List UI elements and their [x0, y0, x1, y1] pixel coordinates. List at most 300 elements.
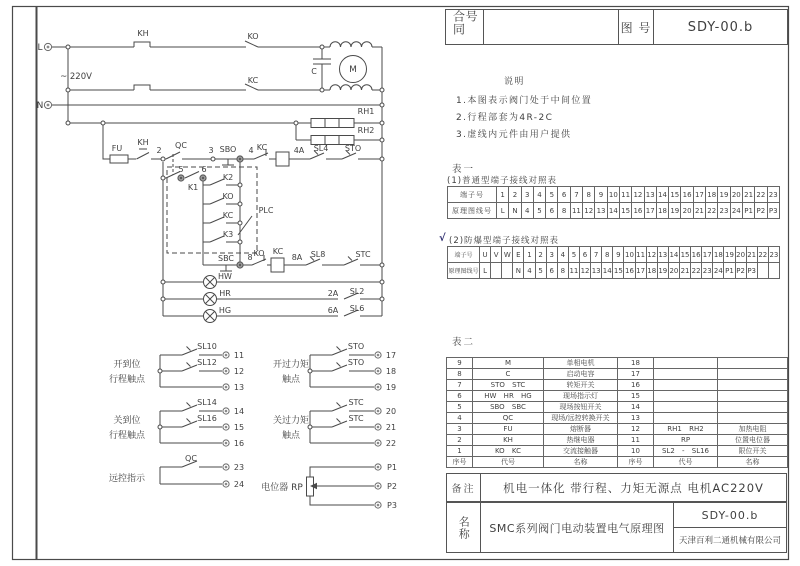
qc-switch-label: QC — [175, 141, 187, 150]
table-cell: 10 — [618, 446, 654, 457]
terminal-8 — [237, 262, 243, 268]
table-cell: 1 — [497, 187, 509, 203]
table-cell: 热继电器 — [544, 435, 618, 446]
table-cell: 12 — [618, 424, 654, 435]
table-cell: 3 — [546, 247, 557, 263]
sl10-label: SL10 — [197, 342, 217, 351]
table-cell: 端子号 — [448, 247, 480, 263]
table-cell: 名称 — [544, 457, 618, 468]
table-cell: KO KC — [473, 446, 544, 457]
table-cell — [718, 402, 788, 413]
table-cell: 4 — [557, 247, 568, 263]
sl16-label: SL16 — [197, 414, 217, 423]
table-cell: 14 — [656, 187, 668, 203]
table-cell: HW HR HG — [473, 391, 544, 402]
table-cell: 11 — [635, 247, 646, 263]
table-cell: 22 — [757, 247, 768, 263]
terminal-n — [44, 101, 51, 108]
remark-block — [446, 473, 787, 502]
table-row — [447, 380, 788, 391]
table-cell: 3 — [447, 424, 473, 435]
table-cell: 12 — [632, 187, 644, 203]
table-cell: 15 — [669, 187, 681, 203]
table-cell: 21 — [679, 263, 690, 279]
table2-title: 表二 — [452, 337, 476, 348]
table-cell — [718, 358, 788, 369]
table-row — [448, 247, 780, 263]
table-cell: L — [480, 263, 491, 279]
name-label-text: 名称 — [457, 515, 471, 540]
table-cell: 位置电位器 — [718, 435, 788, 446]
table-cell: 12 — [646, 247, 657, 263]
terminal-18-label: 18 — [385, 367, 397, 376]
table-cell: 18 — [656, 203, 668, 219]
ko-interlock-label: KO — [253, 249, 265, 258]
table-cell: 13 — [618, 413, 654, 424]
table-cell: E — [513, 247, 524, 263]
table-cell: 加热电阻 — [718, 424, 788, 435]
terminal-23-label: 23 — [233, 463, 245, 472]
ko-power-contact-label: KO — [247, 32, 259, 41]
table-cell: 7 — [570, 187, 582, 203]
table-cell: 5 — [533, 203, 545, 219]
terminal-l — [44, 43, 51, 50]
table-cell: 2 — [509, 187, 521, 203]
table-cell: 23 — [718, 203, 730, 219]
sl6-label: SL6 — [349, 304, 365, 313]
open-travel-label-1: 开到位 — [113, 360, 141, 370]
terminal-22-label: 22 — [385, 439, 397, 448]
table-cell: 18 — [618, 358, 654, 369]
table-cell: 序号 — [618, 457, 654, 468]
wire-2-label: 2 — [156, 146, 162, 155]
table-cell: 代号 — [654, 457, 718, 468]
table-cell: 17 — [644, 203, 656, 219]
sl8-label: SL8 — [310, 250, 326, 259]
table-cell: 1 — [447, 446, 473, 457]
table-cell: 11 — [568, 263, 579, 279]
table-cell: 1 — [524, 247, 535, 263]
table-cell: M — [473, 358, 544, 369]
table-cell: SL2 - SL16 — [654, 446, 718, 457]
table-cell: 16 — [624, 263, 635, 279]
lamp-hg — [204, 310, 217, 323]
terminal-21-label: 21 — [385, 423, 397, 432]
terminal-5 — [178, 175, 184, 181]
table-cell: 11 — [618, 435, 654, 446]
indicator-lamps — [204, 276, 217, 323]
table-cell: 原理图线号 — [448, 263, 480, 279]
table-cell — [654, 391, 718, 402]
sl14-label: SL14 — [197, 398, 217, 407]
wire-5-label: 5 — [178, 165, 184, 174]
table-cell — [502, 263, 513, 279]
table-cell: 16 — [691, 247, 702, 263]
table-cell: 8 — [602, 247, 613, 263]
sbo-button-label: SBO — [219, 145, 237, 154]
close-torque-label-1: 关过力矩 — [272, 416, 310, 426]
plc-label: PLC — [258, 206, 274, 215]
table-cell: 17 — [702, 247, 713, 263]
table-cell: 17 — [635, 263, 646, 279]
table-cell: 18 — [706, 187, 718, 203]
terminal-17-label: 17 — [385, 351, 397, 360]
table-cell: 16 — [681, 187, 693, 203]
terminal-4 — [237, 156, 243, 162]
table-cell: 4 — [447, 413, 473, 424]
table-cell: 20 — [735, 247, 746, 263]
supply-voltage-label: ~ 220V — [60, 72, 92, 82]
note-item: 1.本图表示阀门处于中间位置 — [456, 96, 593, 106]
motor-label: M — [349, 65, 357, 75]
lamp-hr — [204, 293, 217, 306]
table-cell: C — [473, 369, 544, 380]
table-cell: 16 — [632, 203, 644, 219]
terminal-p3-label: P3 — [387, 501, 397, 510]
table-cell: 2 — [535, 247, 546, 263]
table-cell — [654, 369, 718, 380]
terminal-13-label: 13 — [233, 383, 245, 392]
wire-8-label: 8 — [247, 253, 253, 262]
table-cell: 8 — [557, 263, 568, 279]
table-row — [447, 435, 788, 446]
remote-indicate-label: 远控指示 — [108, 474, 146, 484]
table-cell: 13 — [591, 263, 602, 279]
kh-power1-label: KH — [137, 29, 149, 38]
table-cell: 转矩开关 — [544, 380, 618, 391]
table-cell: 5 — [447, 402, 473, 413]
k2-contact-label: K2 — [222, 173, 234, 182]
table-cell: 10 — [624, 247, 635, 263]
table-cell: 代号 — [473, 457, 544, 468]
table-cell: 21 — [746, 247, 757, 263]
table-cell: 14 — [618, 402, 654, 413]
table-row — [448, 263, 780, 279]
wires — [52, 41, 382, 505]
table-cell: 交流接触器 — [544, 446, 618, 457]
notes — [456, 74, 756, 144]
table-cell: W — [502, 247, 513, 263]
sl4-label: SL4 — [313, 144, 329, 153]
table-cell: 18 — [713, 247, 724, 263]
remark-value: 机电一体化 带行程、力矩无源点 电机AC220V — [503, 480, 764, 495]
table-cell: U — [480, 247, 491, 263]
table-cell: 序号 — [447, 457, 473, 468]
table-cell: 11 — [619, 187, 631, 203]
kh-control-label: KH — [137, 138, 149, 147]
note-item: 2.行程部套为4R-2C — [456, 113, 554, 123]
fu-label: FU — [111, 144, 123, 153]
table-cell: 14 — [607, 203, 619, 219]
capacitor-label: C — [311, 67, 317, 76]
table-cell — [491, 263, 502, 279]
open-torque-label-2: 触点 — [281, 375, 301, 385]
note-item: 3.虚线内元件由用户提供 — [456, 130, 572, 140]
remark-label: 备注 — [447, 474, 481, 501]
table-row — [448, 187, 780, 203]
table-cell: 原理图线号 — [448, 203, 497, 219]
table-cell: 6 — [558, 187, 570, 203]
table-cell: 9 — [613, 247, 624, 263]
table-cell: P1 — [742, 203, 754, 219]
kc-plc-contact-label: KC — [222, 211, 234, 220]
table-cell — [768, 263, 779, 279]
sl2-label: SL2 — [349, 287, 365, 296]
schematic-labels — [37, 29, 397, 510]
close-torque-label-2: 触点 — [281, 431, 301, 441]
table-cell: 12 — [579, 263, 590, 279]
table-cell — [654, 358, 718, 369]
table-cell: 13 — [644, 187, 656, 203]
table-cell: 名称 — [718, 457, 788, 468]
table-cell: N — [513, 263, 524, 279]
table-cell: 8 — [447, 369, 473, 380]
hw-lamp-label: HW — [218, 272, 232, 281]
table-cell: N — [509, 203, 521, 219]
table-cell: 11 — [570, 203, 582, 219]
table-cell: 6 — [546, 263, 557, 279]
table-cell: 9 — [447, 358, 473, 369]
table-cell: 8 — [558, 203, 570, 219]
k1-contact-label: K1 — [187, 183, 199, 192]
table-cell: 22 — [755, 187, 767, 203]
wire-8a-label: 8A — [291, 253, 303, 262]
table1-explosion-subtitle: (2)防爆型端子接线对照表 — [449, 236, 560, 246]
table-cell: P3 — [746, 263, 757, 279]
company-name: 天津百利二通机械有限公司 — [678, 536, 781, 546]
table-cell: 21 — [693, 203, 705, 219]
table-row — [447, 391, 788, 402]
normal-terminal-table — [447, 186, 780, 219]
table-cell: 14 — [602, 263, 613, 279]
table-cell: 现场/远控转换开关 — [544, 413, 618, 424]
table-cell — [718, 380, 788, 391]
table-cell: 15 — [619, 203, 631, 219]
name-value: SMC系列阀门电动装置电气原理图 — [481, 503, 674, 552]
name-block — [446, 502, 787, 553]
close-travel-label-1: 关到位 — [113, 416, 141, 426]
table1-normal-subtitle: (1)普通型端子接线对照表 — [447, 176, 558, 186]
wire-6a-label: 6A — [327, 306, 339, 315]
table-cell: 端子号 — [448, 187, 497, 203]
torque-contact-groups — [310, 347, 374, 506]
sto-line-label: STO — [344, 144, 362, 153]
table-cell: 22 — [691, 263, 702, 279]
contract-no-label — [446, 10, 484, 44]
sl12-label: SL12 — [197, 358, 217, 367]
table-cell: 18 — [646, 263, 657, 279]
table-cell: V — [491, 247, 502, 263]
kc-interlock-label: KC — [256, 143, 268, 152]
table-cell — [718, 391, 788, 402]
table-cell: 23 — [767, 187, 779, 203]
table-cell: 4 — [524, 263, 535, 279]
table-cell: 13 — [595, 203, 607, 219]
rh1-label: RH1 — [357, 107, 375, 116]
table-cell: 6 — [447, 391, 473, 402]
explosion-terminal-table — [447, 246, 780, 279]
table-cell: P2 — [735, 263, 746, 279]
table-cell: FU — [473, 424, 544, 435]
potentiometer-label: 电位器 RP — [261, 483, 303, 493]
component-table — [446, 357, 788, 468]
table-cell: 现场指示灯 — [544, 391, 618, 402]
table-cell: 19 — [718, 187, 730, 203]
table-cell: 5 — [568, 247, 579, 263]
terminal-14-label: 14 — [233, 407, 245, 416]
name-label — [447, 503, 481, 552]
table-cell: 6 — [579, 247, 590, 263]
table-cell: 单相电机 — [544, 358, 618, 369]
table-cell: 15 — [613, 263, 624, 279]
table-cell: 24 — [713, 263, 724, 279]
table-cell: 21 — [742, 187, 754, 203]
kc-power-contact-label: KC — [247, 76, 259, 85]
table-cell: 7 — [591, 247, 602, 263]
table-cell: 22 — [706, 203, 718, 219]
table-cell: 4 — [521, 203, 533, 219]
table-cell: P3 — [767, 203, 779, 219]
drawing-no-value: SDY-00.b — [687, 19, 754, 35]
stc-line-label: STC — [355, 250, 371, 259]
rh2-label: RH2 — [357, 126, 375, 135]
notes-title: 说明 — [504, 77, 525, 87]
wire-6-label: 6 — [201, 165, 207, 174]
table-cell: 15 — [618, 391, 654, 402]
table-cell: 2 — [447, 435, 473, 446]
table-cell: 启动电容 — [544, 369, 618, 380]
table-cell: 20 — [730, 187, 742, 203]
motor-winding-top — [330, 42, 372, 47]
lamp-hw — [204, 276, 217, 289]
table-cell: 现场按钮开关 — [544, 402, 618, 413]
rh1-resistor — [311, 119, 354, 128]
table1-title: 表一 — [452, 164, 476, 175]
kc-coil-label: KC — [272, 247, 284, 256]
sbc-button-label: SBC — [217, 254, 235, 263]
terminal-n-label: N — [36, 101, 44, 111]
title-block — [445, 9, 788, 45]
table-row — [447, 457, 788, 468]
table-cell: STO STC — [473, 380, 544, 391]
table-row — [447, 424, 788, 435]
table-cell — [757, 263, 768, 279]
terminal-20-label: 20 — [385, 407, 397, 416]
table-cell — [718, 413, 788, 424]
table-cell: P1 — [724, 263, 735, 279]
terminal-p2-label: P2 — [387, 482, 397, 491]
open-travel-label-2: 行程触点 — [108, 375, 146, 385]
table-cell: 10 — [607, 187, 619, 203]
table-cell: P2 — [755, 203, 767, 219]
table-cell: 13 — [657, 247, 668, 263]
sto-contact2-label: STO — [347, 358, 365, 367]
table-cell — [718, 369, 788, 380]
terminal-6 — [200, 175, 206, 181]
terminal-l-label: L — [37, 43, 43, 53]
table-cell: 8 — [583, 187, 595, 203]
table-cell: SBO SBC — [473, 402, 544, 413]
table-cell: 7 — [447, 380, 473, 391]
terminal-15-label: 15 — [233, 423, 245, 432]
terminal-p1-label: P1 — [387, 463, 397, 472]
ko-plc-contact-label: KO — [222, 192, 234, 201]
wire-3-label: 3 — [208, 146, 214, 155]
table-cell: 5 — [546, 187, 558, 203]
table-row — [447, 369, 788, 380]
kc-coil — [271, 258, 284, 272]
qc-remote-label: QC — [185, 454, 197, 463]
close-travel-label-2: 行程触点 — [108, 431, 146, 441]
table-cell: 16 — [618, 380, 654, 391]
table-cell: 20 — [668, 263, 679, 279]
open-torque-label-1: 开过力矩 — [272, 360, 310, 370]
table-cell: L — [497, 203, 509, 219]
table-cell: RP — [654, 435, 718, 446]
hr-lamp-label: HR — [219, 289, 231, 298]
table-cell: 14 — [668, 247, 679, 263]
table-cell: 4 — [533, 187, 545, 203]
table-cell: QC — [473, 413, 544, 424]
table-row — [447, 402, 788, 413]
wire-4-label: 4 — [248, 146, 254, 155]
table-cell: 20 — [681, 203, 693, 219]
notes-list — [456, 93, 756, 144]
sto-contact1-label: STO — [347, 342, 365, 351]
table-row — [447, 446, 788, 457]
table-row — [447, 413, 788, 424]
table-cell: 19 — [669, 203, 681, 219]
table-cell: KH — [473, 435, 544, 446]
drawing-no-label: 图 号 — [619, 10, 654, 44]
contract-no-label-text: 合同号 — [451, 10, 479, 36]
terminal-19-label: 19 — [385, 383, 397, 392]
terminal-11-label: 11 — [233, 351, 245, 360]
table-cell: 23 — [702, 263, 713, 279]
k3-contact-label: K3 — [222, 230, 234, 239]
footer-drawing-no: SDY-00.b — [674, 503, 786, 528]
terminal-12-label: 12 — [233, 367, 245, 376]
table-row — [447, 358, 788, 369]
wire-2a-label: 2A — [327, 289, 339, 298]
table-cell: 17 — [693, 187, 705, 203]
table-cell: 23 — [768, 247, 779, 263]
terminal-24-label: 24 — [233, 480, 245, 489]
contract-no-value — [484, 10, 619, 44]
table-cell: 19 — [724, 247, 735, 263]
power-lines — [52, 41, 382, 316]
table-cell: 熔断器 — [544, 424, 618, 435]
table-cell: 限位开关 — [718, 446, 788, 457]
table-cell: 3 — [521, 187, 533, 203]
stc-contact2-label: STC — [348, 414, 364, 423]
table-cell — [654, 380, 718, 391]
explosion-check: √ — [439, 233, 446, 244]
stc-contact1-label: STC — [348, 398, 364, 407]
motor-winding-bottom — [330, 85, 372, 90]
table-cell: 17 — [618, 369, 654, 380]
table-row — [448, 203, 780, 219]
terminal-16-label: 16 — [233, 439, 245, 448]
hg-lamp-label: HG — [218, 306, 232, 315]
ko-coil — [276, 152, 289, 166]
table-cell: 12 — [583, 203, 595, 219]
table-cell — [654, 402, 718, 413]
table-cell: 24 — [730, 203, 742, 219]
fu-fuse — [110, 155, 128, 163]
table-cell — [654, 413, 718, 424]
table-cell: RH1 RH2 — [654, 424, 718, 435]
